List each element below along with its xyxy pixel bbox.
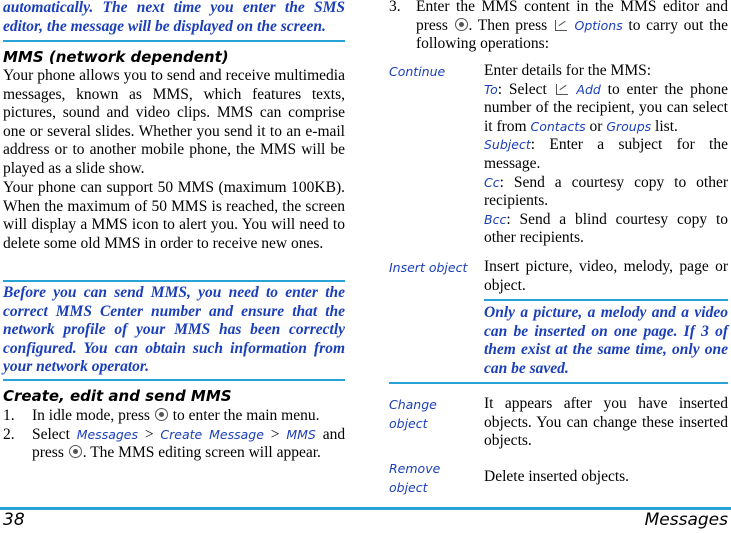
mms-description: Your phone allows you to send and receive multimedia messages, known as MMS, which features texts, pictures, sound and video clips. MMS can comprise one or several slides. Whether you send it to an e-mail address or to another mobile phone, the MMS will be played as a slide show. xyxy=(3,67,345,177)
insert-object-desc: Insert picture, video, melody, page or object. xyxy=(484,258,728,294)
separator: > xyxy=(270,425,280,443)
text: : Send a courtesy copy to other recipients. xyxy=(484,173,728,210)
insert-object-note: Only a picture, a melody and a video can be inserted on one page. If 3 of them exist at the same time, only one can be saved. xyxy=(484,304,728,377)
step-text: Select xyxy=(32,425,70,443)
steps-list xyxy=(3,407,345,463)
remove-object-desc: Delete inserted objects. xyxy=(484,468,630,485)
menu-create-message: Create Message xyxy=(160,426,264,442)
divider xyxy=(484,299,728,301)
ok-key-icon xyxy=(455,18,468,31)
step-text: Enter the MMS content in the MMS editor and press xyxy=(416,0,728,34)
field-cc: Cc xyxy=(484,174,500,190)
ok-key-icon xyxy=(69,445,82,458)
menu-options: Options xyxy=(574,17,623,33)
mms-heading: MMS (network dependent) xyxy=(3,48,229,66)
option-change-object: Change object xyxy=(389,397,437,431)
field-subject: Subject xyxy=(484,137,531,153)
divider xyxy=(3,40,345,42)
text: list. xyxy=(655,117,678,135)
option-remove-object: Remove object xyxy=(389,461,441,495)
step-text: In idle mode, press xyxy=(32,407,150,424)
list-item xyxy=(3,426,345,463)
separator: > xyxy=(144,425,154,443)
menu-mms: MMS xyxy=(286,426,316,442)
mms-capacity: Your phone can support 50 MMS (maximum 100KB). When the maximum of 50 MMS is reached, the screen will display a MMS icon to alert you. You will need to delete some old MMS in order to receive new ones. xyxy=(3,179,345,252)
text: : Send a blind courtesy copy to other recipients. xyxy=(484,210,728,247)
subject-field-desc xyxy=(484,136,728,173)
list-item xyxy=(3,407,345,426)
menu-add: Add xyxy=(576,81,601,97)
left-softkey-icon xyxy=(555,20,567,31)
divider xyxy=(3,280,345,282)
page-number: 38 xyxy=(3,510,25,530)
list-item xyxy=(389,0,728,54)
divider xyxy=(389,382,728,384)
bcc-field-desc xyxy=(484,211,728,248)
step-text: . Then press xyxy=(468,16,548,34)
mms-center-note: Before you can send MMS, you need to enter the correct MMS Center number and ensure that the network profile of your MMS has been correctly configured. You can obtain such information from your network operator. xyxy=(3,284,345,376)
step-text: . The MMS editing screen will appear. xyxy=(82,444,321,462)
field-to: To xyxy=(484,81,498,97)
steps-list-continued xyxy=(389,0,728,54)
option-continue-details xyxy=(484,62,728,248)
to-field-desc xyxy=(484,81,728,137)
left-softkey-icon xyxy=(556,84,568,95)
divider xyxy=(3,379,345,381)
step-text: and press xyxy=(32,425,346,462)
sms-editor-note: automatically. The next time you enter the SMS editor, the message will be displayed on the screen. xyxy=(3,0,345,35)
ok-key-icon xyxy=(155,408,168,421)
step-text: to carry out the following operations: xyxy=(416,16,729,53)
step-number: 3. xyxy=(389,0,401,15)
continue-intro: Enter details for the MMS: xyxy=(484,62,652,79)
text: : Select xyxy=(497,80,547,98)
change-object-desc: It appears after you have inserted objects. You can change these inserted objects. xyxy=(484,395,728,450)
cc-field-desc xyxy=(484,174,728,211)
footer-divider xyxy=(0,507,731,510)
menu-groups: Groups xyxy=(606,118,652,134)
text: or xyxy=(589,117,603,135)
field-bcc: Bcc xyxy=(484,211,507,227)
menu-messages: Messages xyxy=(76,426,139,442)
menu-contacts: Contacts xyxy=(530,118,586,134)
step-number: 1. xyxy=(3,407,15,424)
section-title: Messages xyxy=(644,510,728,530)
step-number: 2. xyxy=(3,425,15,443)
text: to enter the phone number of the recipient, you can select it from xyxy=(484,80,728,135)
text: : Enter a subject for the message. xyxy=(484,136,728,172)
step-text: to enter the main menu. xyxy=(172,407,320,424)
option-continue: Continue xyxy=(389,64,446,79)
create-heading: Create, edit and send MMS xyxy=(3,387,232,405)
option-insert-object: Insert object xyxy=(389,260,468,275)
